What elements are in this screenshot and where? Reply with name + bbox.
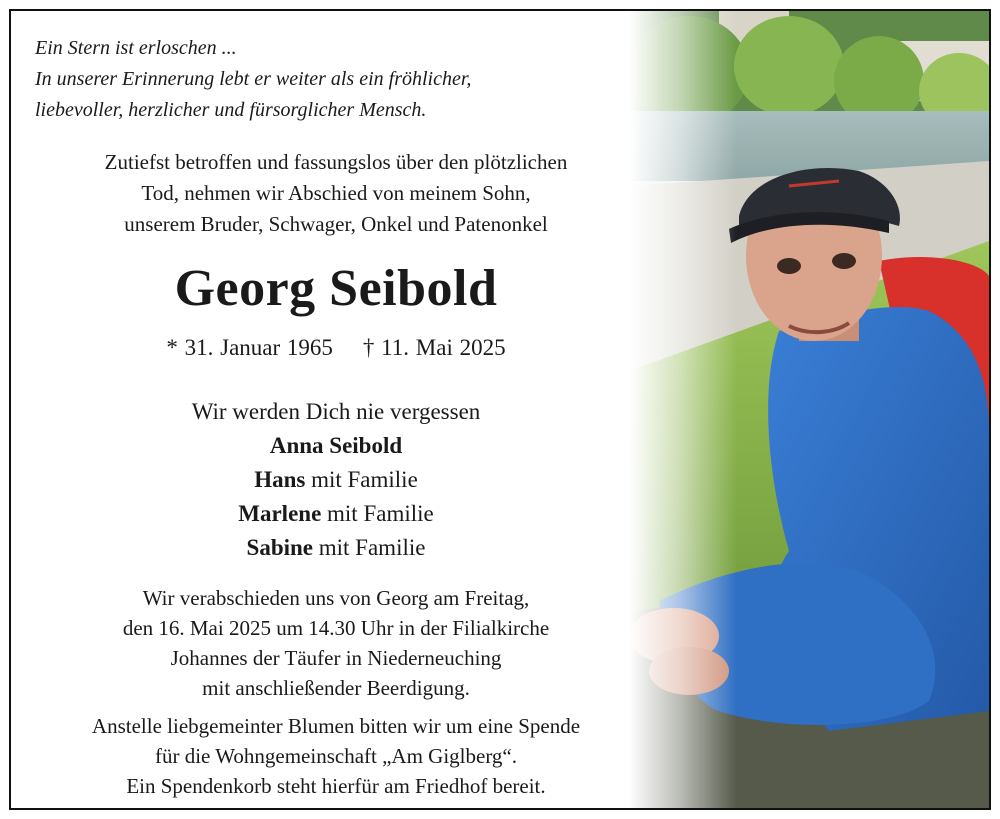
announcement <box>11 147 661 240</box>
funeral-line: Wir verabschieden uns von Georg am Freitag, <box>142 586 530 610</box>
deceased-name: Georg Seibold <box>174 260 498 317</box>
donation-line: Anstelle liebgemeinter Blumen bitten wir um eine Spende <box>91 714 581 738</box>
announcement-line: Tod, nehmen wir Abschied von meinem Sohn, <box>141 181 531 205</box>
donation-request <box>11 711 661 801</box>
funeral-line: Johannes der Täufer in Niederneuching <box>170 646 502 670</box>
text-column <box>11 11 661 808</box>
mourners-intro: Wir werden Dich nie vergessen <box>191 399 481 424</box>
mourner-entry <box>11 429 661 463</box>
donation-line: Ein Spendenkorb steht hierfür am Friedhof bereit. <box>126 774 546 798</box>
death-date: † 11. Mai 2025 <box>362 335 506 360</box>
mourner-name: Hans <box>254 467 306 492</box>
portrait-photo <box>629 11 989 808</box>
announcement-line: unserem Bruder, Schwager, Onkel und Patenonkel <box>124 212 548 236</box>
intro-line: Ein Stern ist erloschen ... <box>35 37 237 59</box>
funeral-line: den 16. Mai 2025 um 14.30 Uhr in der Filialkirche <box>122 616 550 640</box>
mourner-suffix: mit Familie <box>321 501 434 526</box>
mourner-name: Marlene <box>238 501 322 526</box>
intro-line: In unserer Erinnerung lebt er weiter als ein fröhlicher, <box>35 68 472 90</box>
mourner-entry <box>11 531 661 565</box>
mourner-suffix: mit Familie <box>313 535 426 560</box>
intro-line: liebevoller, herzlicher und fürsorglicher Mensch. <box>35 99 427 121</box>
mourners <box>11 395 661 565</box>
donation-line: für die Wohngemeinschaft „Am Giglberg“. <box>154 744 517 768</box>
announcement-line: Zutiefst betroffen und fassungslos über den plötzlichen <box>104 150 568 174</box>
mourner-entry <box>11 463 661 497</box>
intro-verse <box>35 33 635 126</box>
mourner-name: Anna Seibold <box>269 433 403 458</box>
life-dates <box>11 333 661 363</box>
obituary-notice <box>9 9 991 810</box>
mourner-suffix: mit Familie <box>305 467 418 492</box>
funeral-line: mit anschließender Beerdigung. <box>202 676 470 700</box>
mourner-name: Sabine <box>246 535 314 560</box>
portrait-illustration <box>629 11 989 810</box>
funeral-details <box>11 583 661 703</box>
mourner-entry <box>11 497 661 531</box>
birth-date: * 31. Januar 1965 <box>166 335 333 360</box>
